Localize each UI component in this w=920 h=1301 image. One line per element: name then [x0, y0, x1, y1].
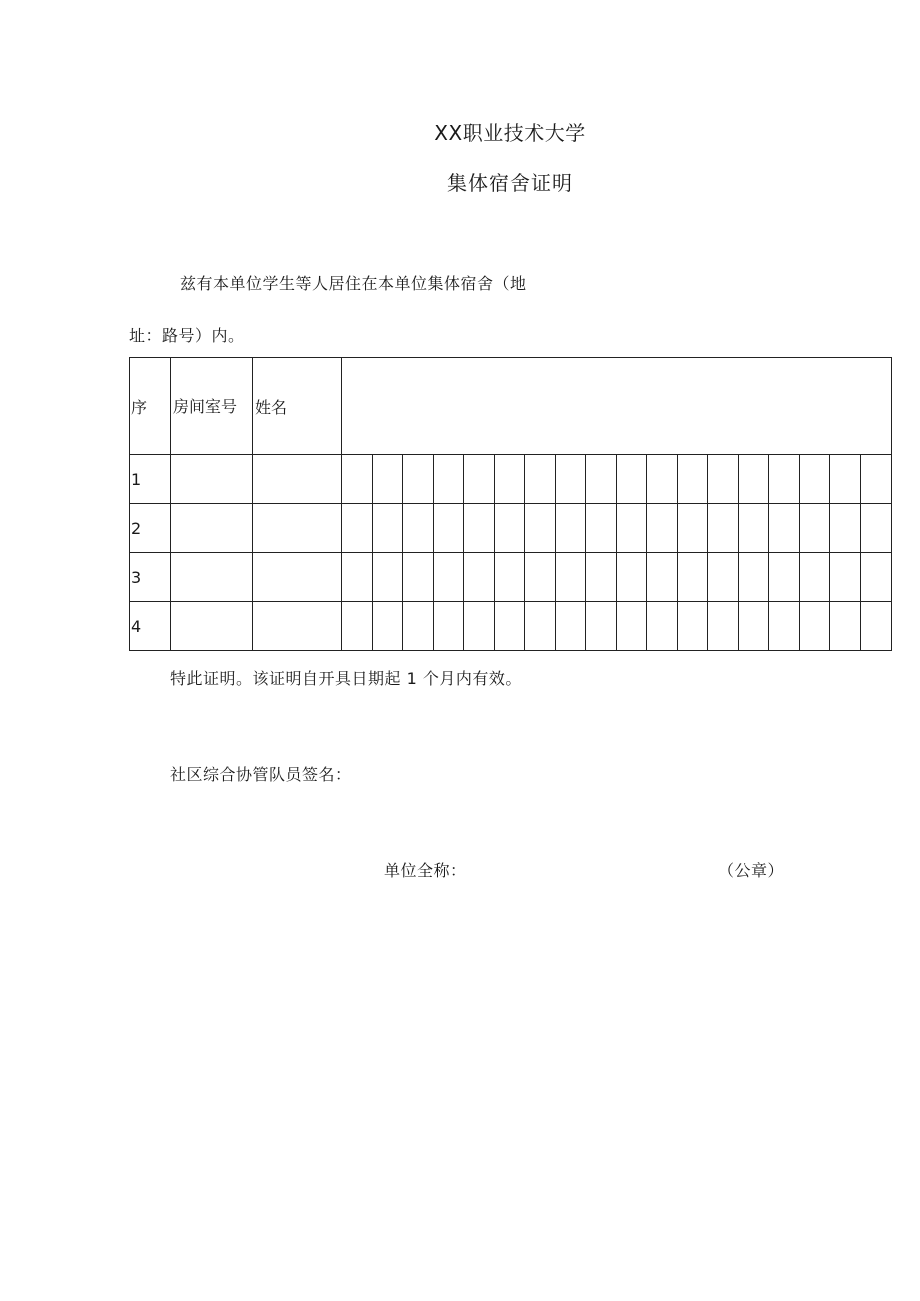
id-digit-cell[interactable]: [373, 553, 403, 602]
id-digit-cell[interactable]: [617, 504, 647, 553]
id-digit-cell[interactable]: [708, 504, 739, 553]
id-digit-cell[interactable]: [800, 602, 830, 651]
statement-line-2: 址：路号）内。: [129, 326, 245, 345]
id-digit-cell[interactable]: [464, 504, 495, 553]
id-digit-cell[interactable]: [708, 553, 739, 602]
id-digit-cell[interactable]: [495, 504, 525, 553]
id-digit-cell[interactable]: [434, 602, 464, 651]
id-digit-cell[interactable]: [434, 455, 464, 504]
id-digit-cell[interactable]: [464, 553, 495, 602]
id-digit-cell[interactable]: [708, 455, 739, 504]
id-digit-cell[interactable]: [769, 602, 800, 651]
id-digit-cell[interactable]: [525, 553, 556, 602]
header-id-number-area: [342, 358, 892, 455]
id-digit-cell[interactable]: [861, 504, 892, 553]
row-seq: 2: [130, 504, 171, 553]
unit-name-label: 单位全称：: [384, 861, 467, 880]
id-digit-cell[interactable]: [403, 455, 434, 504]
id-digit-cell[interactable]: [739, 455, 769, 504]
room-number-field[interactable]: [171, 602, 253, 651]
table-header-row: [130, 358, 892, 455]
id-digit-cell[interactable]: [647, 455, 678, 504]
id-digit-cell[interactable]: [342, 602, 373, 651]
table-row: [130, 553, 892, 602]
id-digit-cell[interactable]: [586, 455, 617, 504]
id-digit-cell[interactable]: [617, 602, 647, 651]
id-digit-cell[interactable]: [556, 553, 586, 602]
id-digit-cell[interactable]: [525, 602, 556, 651]
id-digit-cell[interactable]: [800, 504, 830, 553]
statement-line-1: 兹有本单位学生等人居住在本单位集体宿舍（地: [180, 274, 527, 293]
id-digit-cell[interactable]: [525, 504, 556, 553]
id-digit-cell[interactable]: [861, 455, 892, 504]
header-name: 姓名: [253, 358, 342, 455]
id-digit-cell[interactable]: [495, 553, 525, 602]
id-digit-cell[interactable]: [342, 553, 373, 602]
id-digit-cell[interactable]: [830, 455, 861, 504]
name-field[interactable]: [253, 553, 342, 602]
id-digit-cell[interactable]: [830, 504, 861, 553]
name-field[interactable]: [253, 602, 342, 651]
id-digit-cell[interactable]: [769, 553, 800, 602]
id-digit-cell[interactable]: [525, 455, 556, 504]
id-digit-cell[interactable]: [830, 553, 861, 602]
id-digit-cell[interactable]: [342, 455, 373, 504]
id-digit-cell[interactable]: [647, 602, 678, 651]
header-seq: 序: [130, 358, 171, 455]
id-digit-cell[interactable]: [678, 455, 708, 504]
id-digit-cell[interactable]: [769, 504, 800, 553]
id-digit-cell[interactable]: [556, 504, 586, 553]
id-digit-cell[interactable]: [739, 553, 769, 602]
id-digit-cell[interactable]: [678, 602, 708, 651]
signature-label: 社区综合协管队员签名：: [170, 765, 352, 784]
resident-table: [129, 357, 892, 651]
room-number-field[interactable]: [171, 553, 253, 602]
id-digit-cell[interactable]: [739, 602, 769, 651]
room-number-field[interactable]: [171, 455, 253, 504]
id-digit-cell[interactable]: [373, 504, 403, 553]
id-digit-cell[interactable]: [464, 455, 495, 504]
id-digit-cell[interactable]: [495, 455, 525, 504]
document-subtitle: 集体宿舍证明: [447, 171, 573, 195]
id-digit-cell[interactable]: [617, 553, 647, 602]
id-digit-cell[interactable]: [342, 504, 373, 553]
id-digit-cell[interactable]: [556, 602, 586, 651]
id-digit-cell[interactable]: [403, 553, 434, 602]
table-row: [130, 455, 892, 504]
id-digit-cell[interactable]: [373, 602, 403, 651]
id-digit-cell[interactable]: [678, 504, 708, 553]
id-digit-cell[interactable]: [403, 602, 434, 651]
name-field[interactable]: [253, 504, 342, 553]
id-digit-cell[interactable]: [434, 553, 464, 602]
id-digit-cell[interactable]: [373, 455, 403, 504]
name-field[interactable]: [253, 455, 342, 504]
document-title: XX职业技术大学: [434, 121, 586, 145]
id-digit-cell[interactable]: [861, 602, 892, 651]
id-digit-cell[interactable]: [678, 553, 708, 602]
id-digit-cell[interactable]: [617, 455, 647, 504]
id-digit-cell[interactable]: [647, 504, 678, 553]
id-digit-cell[interactable]: [708, 602, 739, 651]
id-digit-cell[interactable]: [647, 553, 678, 602]
id-digit-cell[interactable]: [739, 504, 769, 553]
id-digit-cell[interactable]: [586, 553, 617, 602]
row-seq: 3: [130, 553, 171, 602]
validity-statement: 特此证明。该证明自开具日期起 1 个月内有效。: [170, 669, 522, 688]
room-number-field[interactable]: [171, 504, 253, 553]
id-digit-cell[interactable]: [830, 602, 861, 651]
id-digit-cell[interactable]: [800, 455, 830, 504]
header-room-number: 房间室号: [171, 358, 253, 455]
id-digit-cell[interactable]: [769, 455, 800, 504]
id-digit-cell[interactable]: [434, 504, 464, 553]
id-digit-cell[interactable]: [861, 553, 892, 602]
table-row: [130, 602, 892, 651]
row-seq: 4: [130, 602, 171, 651]
id-digit-cell[interactable]: [586, 602, 617, 651]
id-digit-cell[interactable]: [495, 602, 525, 651]
id-digit-cell[interactable]: [586, 504, 617, 553]
id-digit-cell[interactable]: [800, 553, 830, 602]
id-digit-cell[interactable]: [556, 455, 586, 504]
official-seal-label: （公章）: [718, 861, 785, 880]
row-seq: 1: [130, 455, 171, 504]
table-row: [130, 504, 892, 553]
id-digit-cell[interactable]: [403, 504, 434, 553]
id-digit-cell[interactable]: [464, 602, 495, 651]
